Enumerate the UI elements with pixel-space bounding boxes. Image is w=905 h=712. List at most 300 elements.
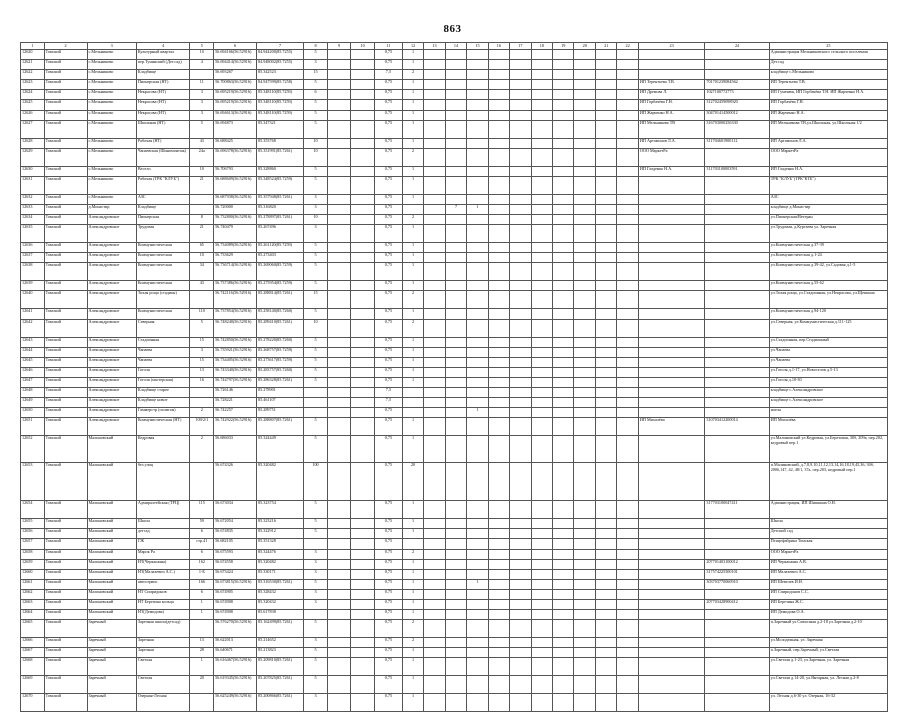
table-cell: [445, 120, 466, 138]
table-cell: 5: [304, 579, 328, 589]
table-cell: 3: [304, 559, 328, 569]
table-cell: [402, 408, 423, 418]
table-cell: [190, 291, 214, 309]
table-cell: 56.742257: [214, 408, 257, 418]
table-cell: [595, 194, 616, 204]
table-row: [21, 110, 888, 120]
table-cell: 5: [304, 436, 328, 463]
table-cell: 85.347321: [256, 120, 303, 138]
table-cell: НТ(Малахевич А.С.): [136, 569, 190, 579]
table-cell: [617, 569, 638, 579]
table-cell: [510, 60, 531, 70]
column-number: 18: [531, 43, 552, 50]
table-cell: [510, 638, 531, 648]
table-cell: [327, 501, 351, 519]
table-cell: Томский: [44, 648, 87, 658]
table-cell: [595, 589, 616, 599]
table-cell: [595, 281, 616, 291]
table-cell: 56.674908: [214, 610, 257, 620]
table-cell: ИП Спиридонов С.С.: [769, 589, 887, 599]
table-cell: [327, 694, 351, 712]
table-cell: [574, 319, 595, 337]
table-cell: [424, 589, 445, 599]
table-cell: [424, 529, 445, 539]
table-cell: [531, 589, 552, 599]
table-cell: Рабочая (НТ): [136, 138, 190, 148]
table-cell: [574, 398, 595, 408]
table-cell: [638, 309, 705, 319]
table-cell: 56.735921(56.52916): [214, 347, 257, 357]
table-cell: [327, 337, 351, 347]
table-cell: [488, 408, 509, 418]
table-cell: [617, 166, 638, 176]
table-cell: 0,75: [374, 347, 402, 357]
table-cell: [705, 291, 769, 309]
table-cell: [553, 319, 574, 337]
table-cell: [553, 408, 574, 418]
table-cell: [445, 357, 466, 367]
table-cell: [327, 166, 351, 176]
table-cell: [705, 148, 769, 166]
table-cell: ИП Артамонов Л.А.: [638, 138, 705, 148]
table-cell: [617, 176, 638, 194]
table-row: [21, 436, 888, 463]
table-cell: 5: [304, 620, 328, 638]
table-cell: ИП Жарченко Н.А.: [638, 110, 705, 120]
table-cell: [553, 347, 574, 357]
table-cell: [617, 281, 638, 291]
table-cell: [351, 367, 375, 377]
table-cell: [638, 215, 705, 225]
table-cell: [553, 337, 574, 347]
table-cell: [445, 347, 466, 357]
table-cell: [467, 519, 488, 529]
table-cell: с.Мельниково: [87, 110, 136, 120]
table-cell: 1: [402, 50, 423, 60]
table-cell: 0,75: [374, 418, 402, 436]
table-cell: 0,75: [374, 600, 402, 610]
table-cell: 10: [304, 148, 328, 166]
table-cell: 10: [304, 138, 328, 148]
table-cell: 5: [304, 80, 328, 90]
table-cell: 56.693267: [214, 70, 257, 80]
table-cell: 2: [402, 549, 423, 559]
table-cell: Северная: [136, 319, 190, 337]
table-cell: [531, 110, 552, 120]
table-cell: 5: [304, 337, 328, 347]
table-cell: [424, 418, 445, 436]
table-cell: [327, 377, 351, 387]
table-cell: [617, 357, 638, 367]
table-cell: [488, 194, 509, 204]
table-cell: [304, 408, 328, 418]
column-number: 8: [304, 43, 328, 50]
table-cell: 0,75: [374, 281, 402, 291]
table-cell: [467, 418, 488, 436]
table-cell: [351, 100, 375, 110]
table-cell: [510, 398, 531, 408]
table-cell: 1: [402, 110, 423, 120]
table-cell: 5: [304, 357, 328, 367]
table-cell: 56.737854(56.52916): [214, 309, 257, 319]
table-cell: [574, 418, 595, 436]
table-cell: 3: [304, 204, 328, 214]
table-cell: с.Мельниково: [87, 70, 136, 80]
table-cell: [467, 225, 488, 243]
table-cell: 1: [402, 263, 423, 281]
table-cell: [488, 367, 509, 377]
table-cell: [445, 600, 466, 610]
table-cell: Коммунистическая: [136, 309, 190, 319]
table-cell: Томский: [44, 463, 87, 501]
table-cell: [327, 529, 351, 539]
table-cell: Заречный: [87, 658, 136, 676]
table-cell: 12651: [21, 418, 45, 436]
table-cell: Некрасова (НТ): [136, 90, 190, 100]
table-cell: 85.617838: [256, 610, 303, 620]
table-cell: ул.Пионерская/Ветеран: [769, 215, 887, 225]
table-cell: ИП Михалёва: [769, 418, 887, 436]
table-cell: [705, 194, 769, 204]
table-cell: [595, 347, 616, 357]
column-number: 12: [402, 43, 423, 50]
table-cell: 109/2/1: [190, 418, 214, 436]
table-cell: [638, 50, 705, 60]
table-cell: [445, 176, 466, 194]
column-number: 22: [617, 43, 638, 50]
table-cell: 34: [190, 263, 214, 281]
table-cell: с.Мельниково: [87, 148, 136, 166]
table-cell: [638, 463, 705, 501]
table-cell: 56.686033: [214, 436, 257, 463]
table-cell: [510, 291, 531, 309]
table-row: [21, 166, 888, 176]
table-cell: [595, 620, 616, 638]
table-cell: [445, 610, 466, 620]
table-cell: [595, 569, 616, 579]
table-cell: 56.737386(56.52916): [214, 281, 257, 291]
table-cell: Некрасова (НТ): [136, 100, 190, 110]
table-cell: 15: [304, 70, 328, 80]
table-cell: [531, 398, 552, 408]
table-cell: Томский: [44, 215, 87, 225]
table-row: [21, 70, 888, 80]
table-cell: [351, 281, 375, 291]
table-cell: Томский: [44, 138, 87, 148]
table-cell: с.Мельниково: [87, 80, 136, 90]
table-cell: [351, 529, 375, 539]
table-cell: 5: [304, 501, 328, 519]
table-cell: [638, 377, 705, 387]
table-cell: [574, 408, 595, 418]
table-cell: [638, 176, 705, 194]
table-cell: 56.720000: [214, 204, 257, 214]
table-cell: 1: [402, 138, 423, 148]
table-cell: [531, 357, 552, 367]
table-cell: [351, 519, 375, 529]
table-cell: Заречная: [136, 648, 190, 658]
table-cell: 85.328860: [256, 166, 303, 176]
table-cell: [531, 60, 552, 70]
table-cell: 0,75: [374, 648, 402, 658]
table-cell: [595, 418, 616, 436]
table-cell: [488, 50, 509, 60]
table-cell: 85.330171: [256, 569, 303, 579]
table-cell: [553, 110, 574, 120]
table-cell: 1: [190, 610, 214, 620]
table-cell: [351, 569, 375, 579]
table-cell: [553, 436, 574, 463]
table-cell: п.Заречный, пер.Заречный, ул.Светлая: [769, 648, 887, 658]
table-cell: [327, 90, 351, 100]
table-cell: [510, 263, 531, 281]
table-cell: [531, 676, 552, 694]
table-cell: [351, 436, 375, 463]
table-cell: [351, 90, 375, 100]
table-cell: [595, 253, 616, 263]
column-number: 13: [424, 43, 445, 50]
table-cell: [595, 120, 616, 138]
table-cell: [351, 60, 375, 70]
table-cell: 12658: [21, 549, 45, 559]
table-cell: [553, 589, 574, 599]
table-cell: [424, 398, 445, 408]
table-cell: 12647: [21, 377, 45, 387]
table-cell: [445, 501, 466, 519]
table-cell: [510, 418, 531, 436]
table-cell: АЗС: [769, 194, 887, 204]
table-cell: [467, 60, 488, 70]
table-cell: [467, 589, 488, 599]
table-cell: [531, 579, 552, 589]
table-row: [21, 281, 888, 291]
table-cell: [705, 225, 769, 243]
table-cell: [595, 110, 616, 120]
table-cell: 12642: [21, 319, 45, 337]
table-cell: 12638: [21, 263, 45, 281]
table-cell: [531, 408, 552, 418]
table-cell: [424, 569, 445, 579]
table-cell: [445, 620, 466, 638]
table-cell: 12637: [21, 253, 45, 263]
table-cell: [488, 70, 509, 80]
table-cell: [553, 60, 574, 70]
table-cell: [574, 148, 595, 166]
table-cell: [351, 309, 375, 319]
table-cell: 1: [402, 648, 423, 658]
table-cell: [531, 337, 552, 347]
table-cell: Томский: [44, 579, 87, 589]
table-cell: [351, 194, 375, 204]
table-cell: [445, 253, 466, 263]
table-cell: 0,75: [374, 110, 402, 120]
table-cell: 85.275954(85.7259): [256, 281, 303, 291]
table-cell: 3: [190, 100, 214, 110]
table-cell: [488, 281, 509, 291]
table-cell: 12649: [21, 398, 45, 408]
table-cell: [531, 529, 552, 539]
table-cell: Томский: [44, 539, 87, 549]
table-cell: 3: [304, 194, 328, 204]
table-cell: 316703000256330: [705, 120, 769, 138]
table-cell: [445, 80, 466, 90]
table-cell: 0,75: [374, 319, 402, 337]
table-cell: [304, 398, 328, 408]
table-cell: с.Мельниково: [87, 194, 136, 204]
table-cell: [553, 398, 574, 408]
table-cell: [510, 204, 531, 214]
table-cell: [531, 347, 552, 357]
table-cell: Томский: [44, 436, 87, 463]
table-cell: [488, 263, 509, 281]
table-cell: Томский: [44, 148, 87, 166]
table-cell: Малиновский: [87, 579, 136, 589]
table-cell: 12661: [21, 579, 45, 589]
table-cell: [445, 408, 466, 418]
table-cell: [705, 387, 769, 397]
table-cell: [445, 436, 466, 463]
table-cell: пер.Тунинский (Дет.сад): [136, 60, 190, 70]
table-cell: [617, 120, 638, 138]
table-cell: 1: [402, 225, 423, 243]
table-cell: [638, 194, 705, 204]
table-cell: 6: [190, 549, 214, 559]
table-cell: 1: [190, 600, 214, 610]
table-cell: 5: [304, 110, 328, 120]
table-cell: [445, 589, 466, 599]
table-cell: [351, 398, 375, 408]
table-cell: 12625: [21, 100, 45, 110]
table-cell: Малиновский: [87, 569, 136, 579]
table-cell: 0,75: [374, 215, 402, 225]
table-cell: 3: [304, 569, 328, 579]
table-cell: Кедровая: [136, 436, 190, 463]
table-row: [21, 418, 888, 436]
table-cell: [638, 70, 705, 80]
table-cell: [638, 694, 705, 712]
table-cell: [705, 357, 769, 367]
table-cell: [327, 176, 351, 194]
table-cell: 0,75: [374, 166, 402, 176]
table-cell: 8: [190, 215, 214, 225]
table-cell: ул.Стадионная, пер.Стадионный: [769, 337, 887, 347]
table-cell: 56.736714(56.52916): [214, 263, 257, 281]
table-cell: [351, 648, 375, 658]
table-cell: [553, 243, 574, 253]
table-cell: 12645: [21, 357, 45, 367]
table-cell: 1: [402, 80, 423, 90]
table-cell: 0,75: [374, 610, 402, 620]
table-cell: [510, 529, 531, 539]
table-cell: [351, 166, 375, 176]
table-cell: [638, 367, 705, 377]
table-cell: [327, 243, 351, 253]
table-cell: Кладбище: [136, 204, 190, 214]
table-cell: с.Мельниково: [87, 50, 136, 60]
table-cell: [705, 620, 769, 638]
table-cell: Коммунистическая: [136, 281, 190, 291]
table-cell: [488, 529, 509, 539]
table-cell: 3: [190, 90, 214, 100]
table-cell: [595, 519, 616, 529]
table-cell: 56.742116(56.52916): [214, 291, 257, 309]
table-cell: [705, 319, 769, 337]
table-cell: [467, 638, 488, 648]
table-cell: Томский: [44, 377, 87, 387]
table-cell: [510, 387, 531, 397]
table-cell: [510, 243, 531, 253]
table-cell: [638, 600, 705, 610]
table-cell: АЗС: [136, 194, 190, 204]
table-cell: [574, 620, 595, 638]
table-cell: [467, 463, 488, 501]
table-cell: [595, 337, 616, 347]
table-cell: 85.348110(85.7259): [256, 100, 303, 110]
table-cell: 1: [402, 194, 423, 204]
table-cell: 85.288814(85.7261): [256, 291, 303, 309]
table-cell: [617, 676, 638, 694]
table-cell: 2: [402, 620, 423, 638]
table-cell: 100: [304, 463, 328, 501]
table-cell: [327, 589, 351, 599]
table-cell: [351, 347, 375, 357]
table-cell: 56.748240(56.52916): [214, 319, 257, 337]
table-cell: 1: [402, 377, 423, 387]
table-cell: [510, 120, 531, 138]
column-number: 21: [595, 43, 616, 50]
table-cell: 110: [190, 309, 214, 319]
table-cell: [595, 658, 616, 676]
table-cell: Заречный: [87, 638, 136, 648]
table-cell: Пионерская: [136, 215, 190, 225]
table-cell: [617, 291, 638, 309]
table-cell: [190, 194, 214, 204]
table-cell: 2: [402, 70, 423, 80]
table-cell: [531, 658, 552, 676]
table-cell: [488, 436, 509, 463]
table-cell: 56.674908: [214, 600, 257, 610]
table-cell: [488, 559, 509, 569]
table-cell: [510, 319, 531, 337]
table-cell: 85.316820: [256, 204, 303, 214]
table-cell: [531, 610, 552, 620]
table-cell: 56.733629: [214, 253, 257, 263]
table-cell: 0,75: [374, 176, 402, 194]
table-cell: 2: [190, 436, 214, 463]
table-cell: Малиновский: [87, 519, 136, 529]
table-cell: 1027100772773: [705, 90, 769, 100]
table-cell: [467, 243, 488, 253]
table-cell: [574, 194, 595, 204]
table-cell: [488, 100, 509, 110]
table-cell: 12652: [21, 436, 45, 463]
table-cell: ул.Трудовая, д.Кургаева ул. Заречная: [769, 225, 887, 243]
table-cell: Малиновский: [87, 559, 136, 569]
table-cell: [510, 610, 531, 620]
page-number: 863: [443, 23, 462, 35]
table-cell: [327, 309, 351, 319]
table-cell: [351, 658, 375, 676]
table-cell: [467, 70, 488, 80]
table-cell: ул.Чапаева: [769, 347, 887, 357]
table-cell: [351, 225, 375, 243]
table-cell: [488, 418, 509, 436]
table-cell: [574, 600, 595, 610]
table-cell: 3: [304, 638, 328, 648]
table-cell: Томский: [44, 569, 87, 579]
table-cell: НТ(Демидова): [136, 610, 190, 620]
table-cell: [553, 291, 574, 309]
